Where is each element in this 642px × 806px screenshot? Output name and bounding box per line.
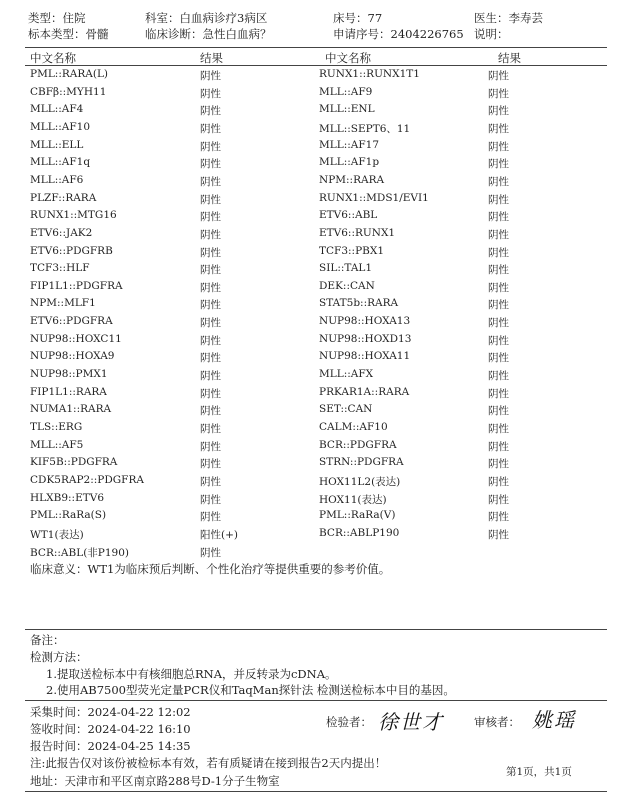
test-name: BCR::ABL(非P190) xyxy=(30,547,129,559)
test-name: CDK5RAP2::PDGFRA xyxy=(30,474,144,486)
test-result: 阴性 xyxy=(488,123,509,135)
doctor: 医生：李寿芸 xyxy=(474,11,543,25)
test-result: 阴性 xyxy=(488,194,509,206)
remarks-divider xyxy=(25,629,607,630)
test-name: NUP98::HOXC11 xyxy=(30,333,122,345)
clinical-significance: 临床意义：WT1为临床预后判断、个性化治疗等提供重要的参考价值。 xyxy=(30,562,391,576)
test-result: 阴性 xyxy=(200,370,221,382)
test-result: 阴性 xyxy=(488,211,509,223)
test-result: 阴性 xyxy=(488,70,509,82)
test-name: STRN::PDGFRA xyxy=(319,456,404,468)
test-result: 阴性 xyxy=(488,335,509,347)
reviewer-signature: 姚瑶 xyxy=(532,708,576,732)
test-result: 阴性 xyxy=(200,141,221,153)
test-result: 阴性 xyxy=(488,476,509,488)
test-result: 阴性 xyxy=(200,70,221,82)
test-result: 阴性 xyxy=(200,211,221,223)
test-result: 阴性 xyxy=(200,405,221,417)
test-result: 阴性 xyxy=(488,88,509,100)
test-result: 阴性 xyxy=(488,458,509,470)
test-result: 阴性 xyxy=(488,511,509,523)
method-title: 检测方法： xyxy=(30,650,88,664)
test-name: TLS::ERG xyxy=(30,421,83,433)
inspector-signature: 徐世才 xyxy=(378,710,444,734)
test-result: 阴性 xyxy=(200,388,221,400)
test-result: 阴性 xyxy=(200,494,221,506)
test-result: 阴性 xyxy=(488,264,509,276)
test-name: RUNX1::RUNX1T1 xyxy=(319,68,420,80)
right-name-header: 中文名称 xyxy=(325,51,371,65)
test-name: ETV6::ABL xyxy=(319,209,378,221)
test-result: 阳性(+) xyxy=(200,529,238,541)
test-name: MLL::AF6 xyxy=(30,174,84,186)
test-name: MLL::AF1p xyxy=(319,156,380,168)
sample-type: 类型：住院 xyxy=(28,11,86,25)
test-name: MLL::AF1q xyxy=(30,156,91,168)
test-result: 阴性 xyxy=(200,476,221,488)
test-result: 阴性 xyxy=(200,247,221,259)
report-time: 报告时间：2024-04-25 14:35 xyxy=(30,739,191,753)
test-result: 阴性 xyxy=(200,176,221,188)
request-number: 申请序号：2404226765 xyxy=(333,27,464,41)
test-result: 阴性 xyxy=(200,88,221,100)
specimen-type: 标本类型：骨髓 xyxy=(28,27,109,41)
test-name: MLL::ELL xyxy=(30,139,84,151)
test-result: 阴性 xyxy=(488,282,509,294)
note-label: 说明： xyxy=(474,27,509,41)
test-result: 阴性 xyxy=(200,441,221,453)
test-result: 阴性 xyxy=(488,370,509,382)
test-result: 阴性 xyxy=(488,176,509,188)
test-name: NUP98::HOXA11 xyxy=(319,350,411,362)
test-result: 阴性 xyxy=(200,282,221,294)
test-name: NUP98::HOXA13 xyxy=(319,315,411,327)
test-name: STAT5b::RARA xyxy=(319,297,399,309)
table-header-divider xyxy=(25,65,607,66)
test-name: SET::CAN xyxy=(319,403,373,415)
test-result: 阴性 xyxy=(200,511,221,523)
clinical-diagnosis: 临床诊断：急性白血病？ xyxy=(145,27,272,41)
test-result: 阴性 xyxy=(200,264,221,276)
page-info: 第1页，共1页 xyxy=(506,766,572,778)
test-name: HLXB9::ETV6 xyxy=(30,492,105,504)
test-name: MLL::AF9 xyxy=(319,86,373,98)
test-name: TCF3::PBX1 xyxy=(319,245,385,257)
test-name: CALM::AF10 xyxy=(319,421,388,433)
test-result: 阴性 xyxy=(200,105,221,117)
receive-time: 签收时间：2024-04-22 16:10 xyxy=(30,722,191,736)
test-name: HOX11L2(表达) xyxy=(319,476,401,488)
test-name: ETV6::PDGFRB xyxy=(30,245,113,257)
test-result: 阴性 xyxy=(200,194,221,206)
test-result: 阴性 xyxy=(200,299,221,311)
test-result: 阴性 xyxy=(200,547,221,559)
test-name: MLL::AF10 xyxy=(30,121,91,133)
test-result: 阴性 xyxy=(488,229,509,241)
test-name: DEK::CAN xyxy=(319,280,375,292)
footer-divider xyxy=(25,700,607,701)
test-name: NUP98::HOXD13 xyxy=(319,333,412,345)
test-result: 阴性 xyxy=(488,352,509,364)
disclaimer: 注:此报告仅对该份被检标本有效，若有质疑请在接到报告2天内提出！ xyxy=(30,756,387,770)
test-name: HOX11(表达) xyxy=(319,494,387,506)
test-result: 阴性 xyxy=(488,529,509,541)
test-result: 阴性 xyxy=(488,158,509,170)
test-name: PLZF::RARA xyxy=(30,192,97,204)
test-result: 阴性 xyxy=(200,423,221,435)
test-name: PML::RaRa(V) xyxy=(319,509,396,521)
method-step-2: 2.使用AB7500型荧光定量PCR仪和TaqMan探针法 检测送检标本中目的基因。 xyxy=(46,683,455,697)
test-name: ETV6::JAK2 xyxy=(30,227,93,239)
test-name: CBFβ::MYH11 xyxy=(30,86,107,98)
test-name: RUNX1::MDS1/EVI1 xyxy=(319,192,429,204)
test-result: 阴性 xyxy=(488,247,509,259)
test-result: 阴性 xyxy=(488,405,509,417)
test-name: TCF3::HLF xyxy=(30,262,90,274)
test-result: 阴性 xyxy=(200,335,221,347)
test-name: NUP98::HOXA9 xyxy=(30,350,115,362)
test-name: NUMA1::RARA xyxy=(30,403,112,415)
test-name: FIP1L1::RARA xyxy=(30,386,107,398)
test-name: MLL::AF17 xyxy=(319,139,380,151)
test-name: BCR::ABLP190 xyxy=(319,527,400,539)
test-name: PML::RARA(L) xyxy=(30,68,109,80)
bed-number: 床号：77 xyxy=(333,11,383,25)
test-result: 阴性 xyxy=(200,458,221,470)
test-result: 阴性 xyxy=(200,352,221,364)
remarks-label: 备注： xyxy=(30,633,65,647)
test-name: MLL::ENL xyxy=(319,103,375,115)
test-name: ETV6::PDGFRA xyxy=(30,315,113,327)
test-result: 阴性 xyxy=(488,141,509,153)
test-result: 阴性 xyxy=(200,158,221,170)
inspector-label: 检验者： xyxy=(326,715,372,729)
test-name: KIF5B::PDGFRA xyxy=(30,456,118,468)
test-name: MLL::SEPT6、11 xyxy=(319,123,411,135)
test-result: 阴性 xyxy=(488,423,509,435)
right-result-header: 结果 xyxy=(498,51,521,65)
test-name: SIL::TAL1 xyxy=(319,262,373,274)
test-result: 阴性 xyxy=(488,105,509,117)
test-result: 阴性 xyxy=(488,441,509,453)
bottom-divider xyxy=(25,791,607,792)
test-name: NUP98::PMX1 xyxy=(30,368,108,380)
test-name: ETV6::RUNX1 xyxy=(319,227,396,239)
test-name: WT1(表达) xyxy=(30,529,84,541)
department: 科室：白血病诊疗3病区 xyxy=(145,11,268,25)
left-result-header: 结果 xyxy=(200,51,223,65)
lab-address: 地址：天津市和平区南京路288号D-1分子生物室 xyxy=(30,774,280,788)
test-result: 阴性 xyxy=(200,229,221,241)
left-name-header: 中文名称 xyxy=(30,51,76,65)
method-step-1: 1.提取送检标本中有核细胞总RNA，并反转录为cDNA。 xyxy=(46,667,337,681)
collect-time: 采集时间：2024-04-22 12:02 xyxy=(30,705,191,719)
test-name: PML::RaRa(S) xyxy=(30,509,107,521)
test-name: MLL::AF5 xyxy=(30,439,84,451)
test-result: 阴性 xyxy=(200,123,221,135)
header-divider xyxy=(25,47,607,48)
test-name: PRKAR1A::RARA xyxy=(319,386,410,398)
test-name: RUNX1::MTG16 xyxy=(30,209,117,221)
test-name: MLL::AF4 xyxy=(30,103,84,115)
test-name: NPM::MLF1 xyxy=(30,297,96,309)
test-name: BCR::PDGFRA xyxy=(319,439,397,451)
test-result: 阴性 xyxy=(200,317,221,329)
test-name: FIP1L1::PDGFRA xyxy=(30,280,123,292)
test-name: MLL::AFX xyxy=(319,368,374,380)
test-result: 阴性 xyxy=(488,299,509,311)
test-name: NPM::RARA xyxy=(319,174,385,186)
reviewer-label: 审核者： xyxy=(474,715,520,729)
test-result: 阴性 xyxy=(488,388,509,400)
test-result: 阴性 xyxy=(488,317,509,329)
test-result: 阴性 xyxy=(488,494,509,506)
